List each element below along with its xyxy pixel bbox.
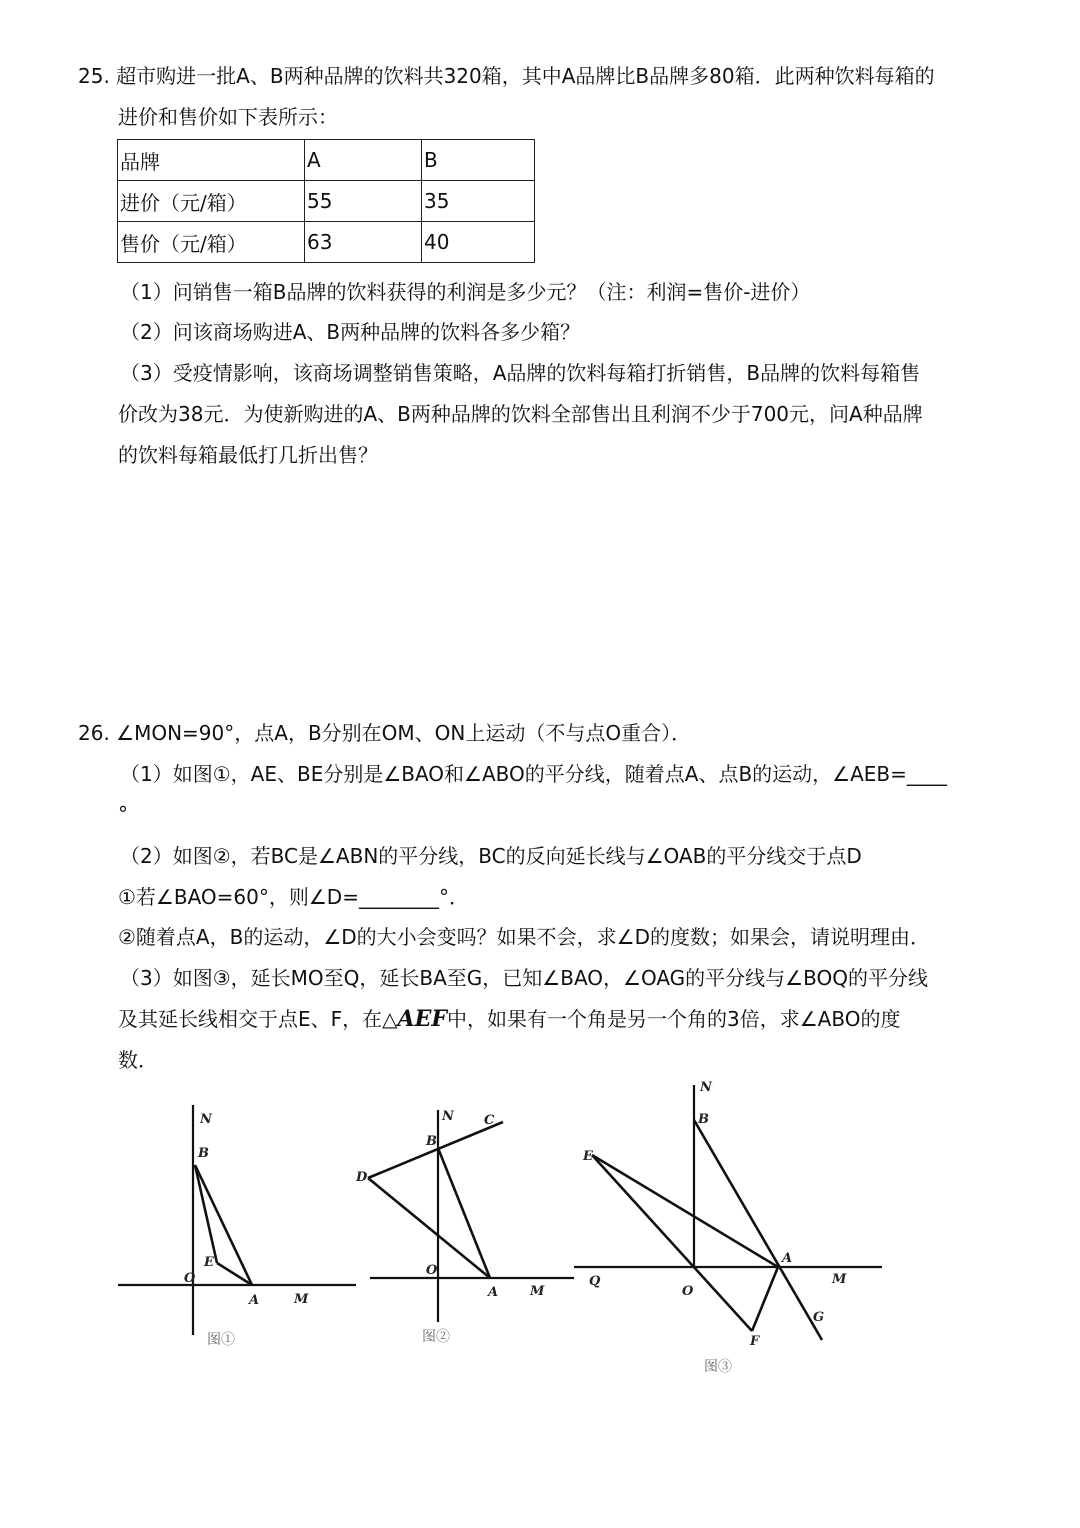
q26-part3-line2	[118, 1005, 900, 1033]
table-cell: 63	[305, 222, 422, 263]
line-ef	[592, 1155, 752, 1331]
q25-part3-line1: （3）受疫情影响，该商场调整销售策略，A品牌的饮料每箱打折销售，B品牌的饮料每箱售	[120, 361, 921, 385]
caption-fig1: 图①	[207, 1332, 235, 1348]
label-m: M	[832, 1272, 847, 1287]
label-n: N	[200, 1112, 212, 1127]
segment-be	[195, 1165, 217, 1263]
table-cell: B	[422, 140, 535, 181]
table-row	[118, 140, 535, 181]
figure-3	[570, 1075, 890, 1385]
label-q: Q	[589, 1274, 601, 1289]
segment-ea	[592, 1155, 778, 1267]
price-table	[117, 139, 535, 263]
label-e: E	[583, 1149, 593, 1164]
label-f: F	[750, 1334, 760, 1349]
caption-fig3: 图③	[704, 1359, 732, 1375]
q25-line1: 25. 超市购进一批A、B两种品牌的饮料共320箱，其中A品牌比B品牌多80箱．此两种饮料每箱的	[78, 64, 935, 88]
label-c: C	[484, 1113, 495, 1128]
table-cell: 品牌	[118, 140, 305, 181]
line-dc	[368, 1122, 503, 1178]
q25-part3-line3: 的饮料每箱最低打几折出售？	[118, 443, 378, 467]
q25-part1: （1）问销售一箱B品牌的饮料获得的利润是多少元？（注：利润=售价-进价）	[120, 280, 811, 304]
table-cell: 55	[305, 181, 422, 222]
label-o: O	[184, 1271, 196, 1286]
caption-fig2: 图②	[422, 1329, 450, 1345]
segment-af	[752, 1267, 778, 1331]
label-o: O	[426, 1263, 438, 1278]
label-o: O	[682, 1284, 694, 1299]
table-cell: 售价（元/箱）	[118, 222, 305, 263]
q25-part3-line2: 价改为38元．为使新购进的A、B两种品牌的饮料全部售出且利润不少于700元，问A种品牌	[118, 402, 923, 426]
figure-2	[356, 1100, 580, 1350]
q25-line2: 进价和售价如下表所示：	[118, 105, 338, 129]
table-cell: 进价（元/箱）	[118, 181, 305, 222]
label-a: A	[782, 1251, 793, 1266]
label-m: M	[294, 1292, 309, 1307]
figure-1	[110, 1100, 360, 1360]
q26-part2-sub1: ①若∠BAO=60°，则∠D=________°．	[118, 885, 469, 909]
q26-part2: （2）如图②，若BC是∠ABN的平分线，BC的反向延长线与∠OAB的平分线交于点D	[120, 844, 862, 868]
q26-part3-line3: 数．	[118, 1048, 158, 1072]
label-a: A	[249, 1293, 260, 1308]
label-m: M	[530, 1284, 545, 1299]
q26-part3-line1: （3）如图③，延长MO至Q，延长BA至G，已知∠BAO，∠OAG的平分线与∠BOQ的平分线	[120, 966, 928, 990]
label-b: B	[426, 1134, 437, 1149]
label-a: A	[488, 1285, 499, 1300]
label-b: B	[198, 1146, 209, 1161]
label-n: N	[700, 1080, 712, 1095]
table-cell: 35	[422, 181, 535, 222]
q26-part3-post: 中，如果有一个角是另一个角的3倍，求∠ABO的度	[447, 1007, 901, 1031]
q26-part1-line1: （1）如图①，AE、BE分别是∠BAO和∠ABO的平分线，随着点A、点B的运动，∠AEB=____	[120, 762, 947, 786]
label-n: N	[442, 1109, 454, 1124]
table-row	[118, 181, 535, 222]
table-cell: A	[305, 140, 422, 181]
table-cell: 40	[422, 222, 535, 263]
q25-part2: （2）问该商场购进A、B两种品牌的饮料各多少箱？	[120, 320, 581, 344]
label-d: D	[356, 1170, 368, 1185]
line-bg	[694, 1120, 825, 1340]
q26-part1-line2: °	[118, 802, 128, 826]
table-row	[118, 222, 535, 263]
q26-part3-pre: 及其延长线相交于点E、F，在△	[118, 1007, 398, 1031]
q26-part2-sub2: ②随着点A，B的运动，∠D的大小会变吗？如果不会，求∠D的度数；如果会，请说明理由．	[118, 925, 930, 949]
label-b: B	[698, 1112, 709, 1127]
segment-ba	[438, 1148, 490, 1278]
math-aef: AEF	[397, 1006, 447, 1032]
label-e: E	[204, 1255, 214, 1270]
label-g: G	[813, 1310, 825, 1325]
q26-line1: 26. ∠MON=90°，点A，B分别在OM、ON上运动（不与点O重合）．	[78, 721, 692, 745]
